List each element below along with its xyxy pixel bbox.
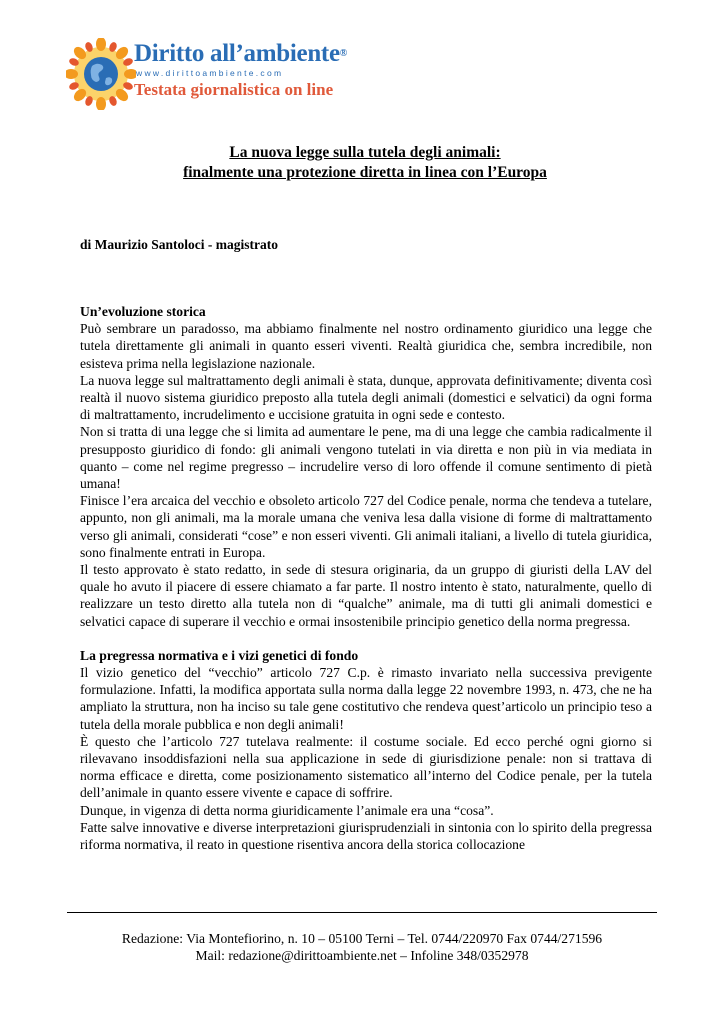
- article-title: [80, 143, 650, 183]
- footer-divider: [67, 912, 657, 913]
- paragraph: Non si tratta di una legge che si limita ad aumentare le pene, ma di una legge che cambia radicalmente il presupposto giuridico di fondo: gli animali vengono tutelati in via diretta e non più in via mediata in quanto – come nel regime pregresso – incrudelire verso di loro offende il comune sentimento di pietà umana!: [80, 424, 652, 492]
- paragraph: Il vizio genetico del “vecchio” articolo 727 C.p. è rimasto invariato nella successiva previgente formulazione. Infatti, la modifica apportata sulla norma dalla legge 22 novembre 1993, n. 473, che ne ha ampliato la struttura, non ha inciso su tale gene costitutivo che rendeva quest’articolo un principio teso a tutela della morale pubblica e non degli animali!: [80, 665, 652, 732]
- paragraph: Dunque, in vigenza di detta norma giuridicamente l’animale era una “cosa”.: [80, 802, 494, 818]
- brand-url: www.dirittoambiente.com: [136, 68, 284, 78]
- article-body: [80, 303, 652, 853]
- paragraph: Può sembrare un paradosso, ma abbiamo finalmente nel nostro ordinamento giuridico una legge che tutela direttamente gli animali in quanto esseri viventi. Realtà giuridica che, sembra incredibile, non esisteva prima nella legislazione nazionale.: [80, 321, 652, 371]
- section-spacer: [80, 630, 652, 647]
- brand-name: Diritto all’ambiente®: [134, 40, 347, 67]
- paragraph: Fatte salve innovative e diverse interpretazioni giurisprudenziali in sintonia con lo spirito della pregressa riforma normativa, il reato in questione risentiva ancora della storica collocazione: [80, 819, 652, 853]
- paragraph: Finisce l’era arcaica del vecchio e obsoleto articolo 727 del Codice penale, norma che tendeva a tutelare, appunto, non gli animali, ma la morale umana che veniva lesa dalla visione di forme di maltrattamento verso gli animali, considerati “cose” e non esseri viventi. Gli animali italiani, a livello di tutela giuridica, sono finalmente entrati in Europa.: [80, 493, 652, 560]
- section-heading: La pregressa normativa e i vizi genetici di fondo: [80, 647, 359, 663]
- author-byline: di Maurizio Santoloci - magistrato: [80, 237, 278, 252]
- paragraph: Il testo approvato è stato redatto, in sede di stesura originaria, da un gruppo di giuristi della LAV del quale ho avuto il piacere di essere chiamato a far parte. Il nostro intento è stato, naturalmente, quello di realizzare un testo diretto alla tutela non di “qualche” animale, ma di tutti gli animali domestici e selvatici capace di superare il vecchio e ormai insostenibile principio genetico della norma pregressa.: [80, 562, 652, 629]
- title-line-1: La nuova legge sulla tutela degli animali:: [229, 144, 501, 161]
- masthead-logo: [66, 38, 347, 110]
- sun-globe-icon: [66, 38, 136, 110]
- paragraph: È questo che l’articolo 727 tutelava realmente: il costume sociale. Ed ecco perché ogni giorno si rilevavano insoddisfazioni nella sua applicazione in sede di giurisdizione penale: non si trattava di norma efficace e diretta, come posizionamento sistematico all’interno del Codice penale, per la tutela dell’animale in quanto essere vivente e capace di soffrire.: [80, 733, 652, 801]
- footer-contacts: Mail: redazione@dirittoambiente.net – Infoline 348/0352978: [195, 948, 529, 963]
- page-footer: [67, 930, 657, 964]
- paragraph: La nuova legge sul maltrattamento degli animali è stata, dunque, approvata definitivamente; diventa così realtà il nuovo sistema giuridico preposto alla tutela degli animali (domestici e selvatici) da ogni forma di maltrattamento, incrudelimento e uccisione gratuita in ogni sede e contesto.: [80, 372, 652, 423]
- brand-tagline: Testata giornalistica on line: [134, 80, 334, 99]
- title-line-2: finalmente una protezione diretta in linea con l’Europa: [183, 164, 547, 181]
- footer-address: Redazione: Via Montefiorino, n. 10 – 05100 Terni – Tel. 0744/220970 Fax 0744/271596: [121, 931, 603, 946]
- section-heading: Un’evoluzione storica: [80, 304, 206, 319]
